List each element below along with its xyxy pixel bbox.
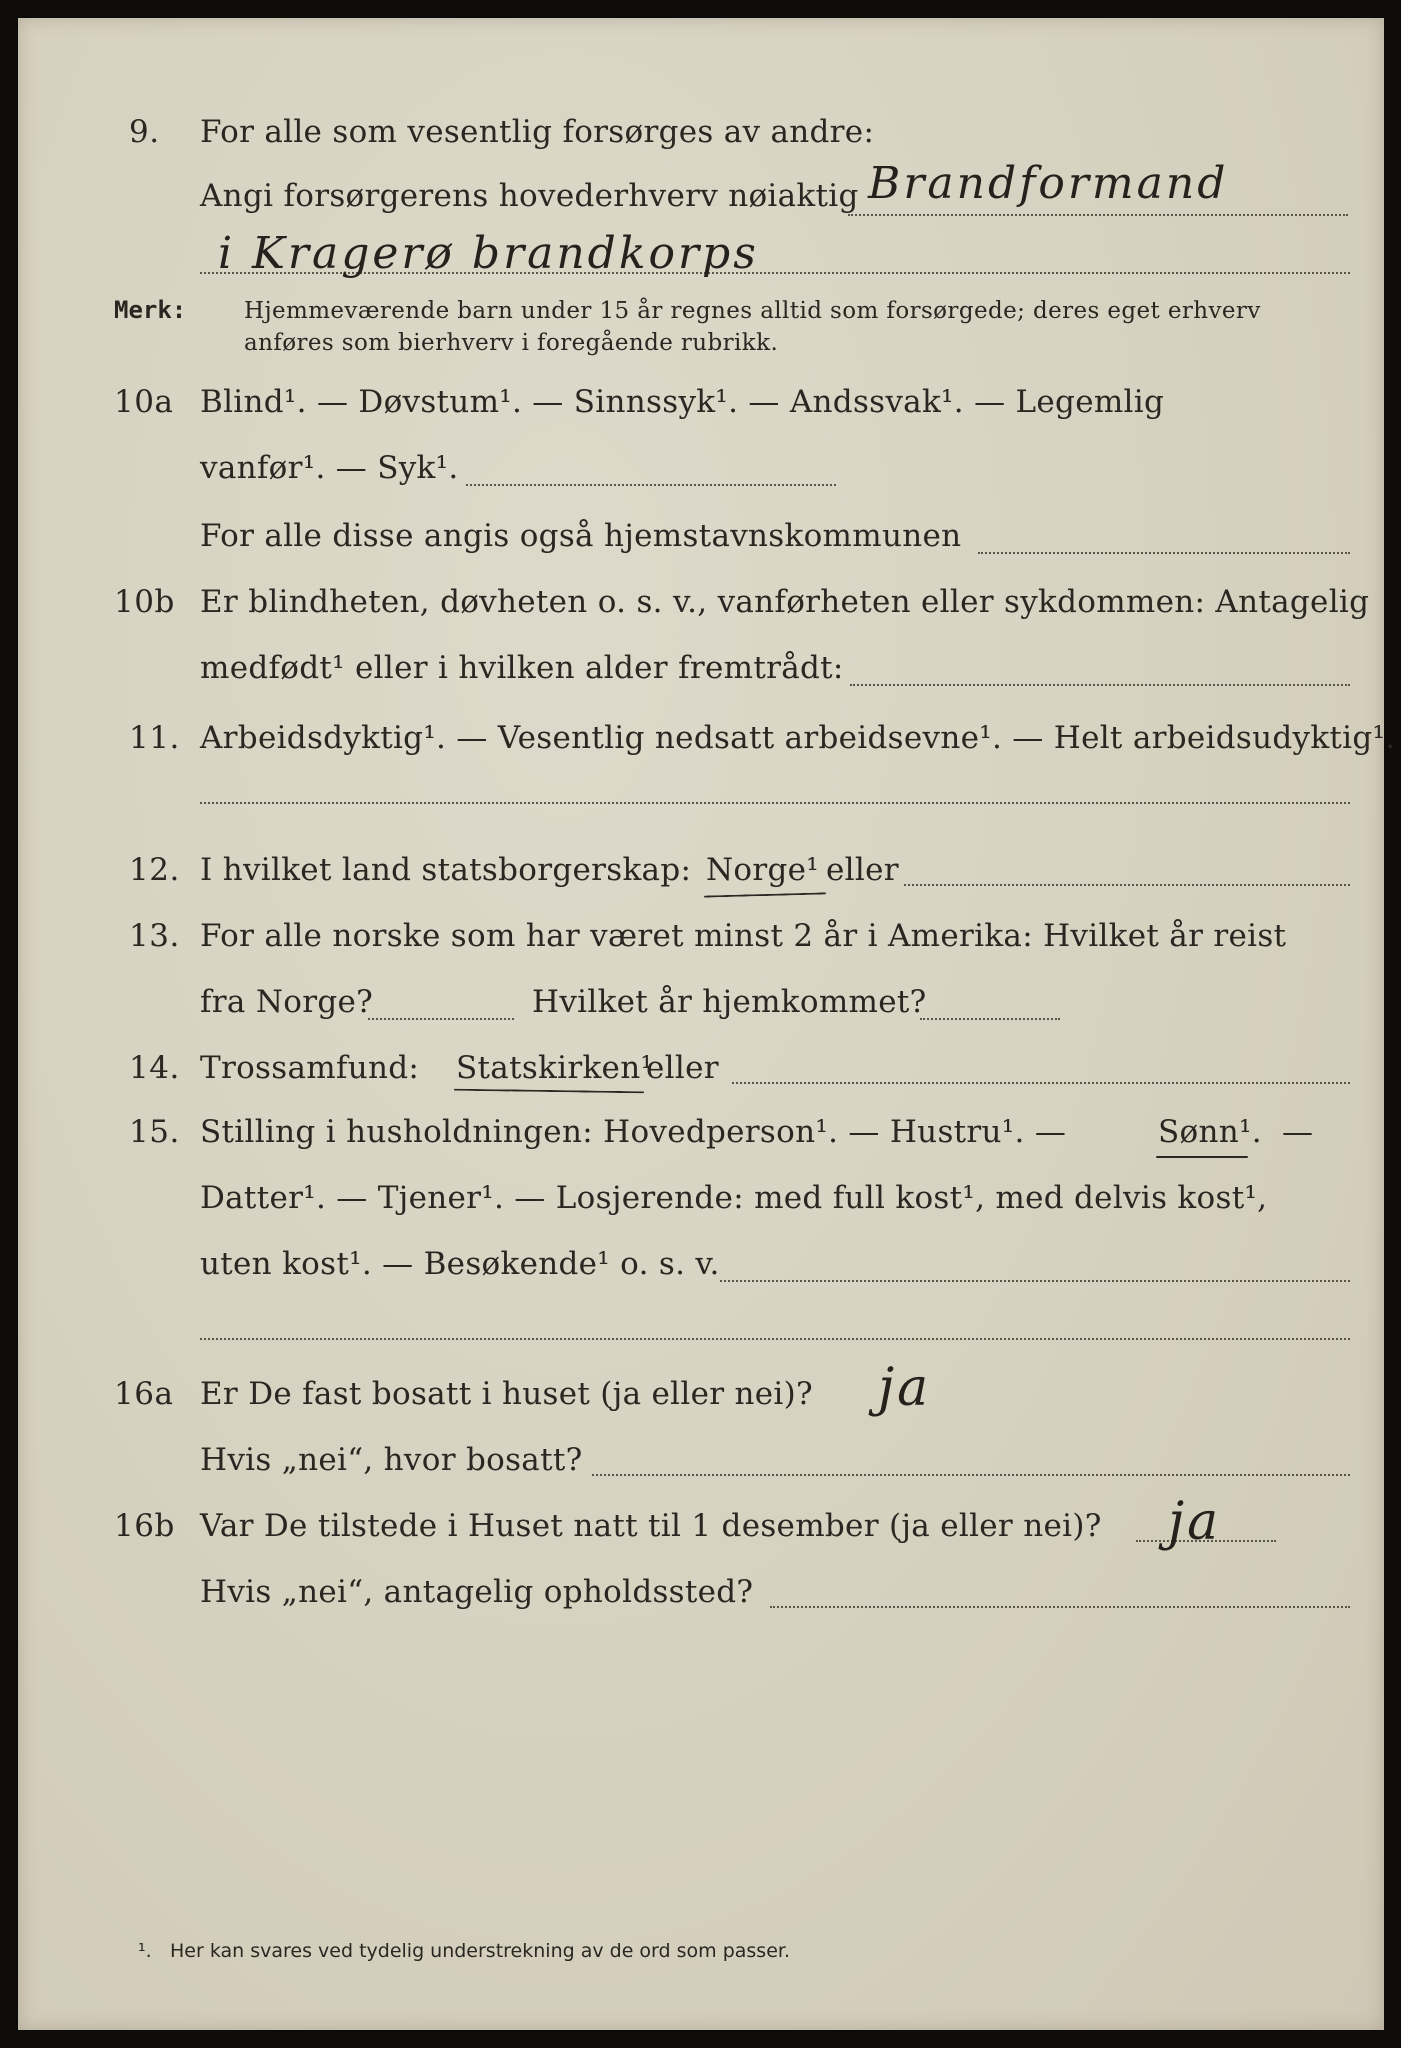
q10a-syk-line (466, 484, 836, 486)
q9-handwritten-answer1: Brandformand (868, 158, 1229, 209)
q15-line1a: Stilling i husholdningen: Hovedperson¹. — Hustru¹. — (200, 1114, 1067, 1150)
q14-option-statskirken: Statskirken¹ (456, 1050, 654, 1086)
q13-hjemkommet-line (920, 1018, 1060, 1020)
q13-line2a: fra Norge? (200, 984, 374, 1020)
q14-answer-line (732, 1082, 1350, 1084)
q15-number: 15. (129, 1114, 180, 1150)
q11-line1: Arbeidsdyktig¹. — Vesentlig nedsatt arbeidsevne¹. — Helt arbeidsudyktig¹. (200, 720, 1396, 756)
q10a-line3: For alle disse angis også hjemstavnskommunen (200, 518, 962, 554)
q13-line2b: Hvilket år hjemkommet? (532, 984, 927, 1020)
q10b-number: 10b (114, 584, 175, 620)
q12-answer-line (904, 884, 1350, 886)
q10b-line2: medfødt¹ eller i hvilken alder fremtrådt: (200, 650, 844, 686)
q15-line3: uten kost¹. — Besøkende¹ o. s. v. (200, 1246, 720, 1282)
q9-handwritten-answer2: i Kragerø brandkorps (218, 228, 759, 279)
q15-answer-line2 (200, 1338, 1350, 1340)
q10a-line1: Blind¹. — Døvstum¹. — Sinnssyk¹. — Andssvak¹. — Legemlig (200, 384, 1165, 420)
q10a-line2: vanfør¹. — Syk¹. (200, 450, 459, 486)
q9-line1: For alle som vesentlig forsørges av andre: (200, 114, 875, 150)
footnote-mark: ¹. (138, 1940, 152, 1962)
q9-answer-line1 (848, 214, 1348, 216)
q13-line1: For alle norske som har været minst 2 år i Amerika: Hvilket år reist (200, 918, 1287, 954)
q16b-number: 16b (114, 1508, 175, 1544)
q16a-handwritten-answer: ja (878, 1358, 932, 1418)
q10a-hjemstavn-line (978, 552, 1350, 554)
q11-number: 11. (129, 720, 180, 756)
q16a-bosatt-line (592, 1474, 1350, 1476)
q10b-line1: Er blindheten, døvheten o. s. v., vanførheten eller sykdommen: Antagelig (200, 584, 1370, 620)
q16a-line2: Hvis „nei“, hvor bosatt? (200, 1442, 583, 1478)
merk-label: Merk: (114, 296, 187, 324)
merk-line2: anføres som bierhverv i foregående rubrikk. (244, 330, 779, 356)
q10b-alder-line (850, 684, 1350, 686)
merk-line1: Hjemmeværende barn under 15 år regnes alltid som forsørgede; deres eget erhverv (244, 298, 1261, 324)
q14-statskirken-underline (454, 1089, 644, 1094)
q14-number: 14. (129, 1050, 180, 1086)
q16b-handwritten-answer: ja (1168, 1492, 1222, 1552)
q16a-number: 16a (114, 1376, 174, 1412)
footnote-text: Her kan svares ved tydelig understrekning av de ord som passer. (170, 1940, 790, 1962)
q15-option-sonn: Sønn¹. (1158, 1114, 1262, 1150)
q16b-line1: Var De tilstede i Huset natt til 1 desember (ja eller nei)? (200, 1508, 1102, 1544)
q9-number: 9. (129, 114, 160, 150)
q15-sonn-underline (1156, 1156, 1248, 1158)
q12-number: 12. (129, 852, 180, 888)
q15-line1c: — (1282, 1114, 1314, 1150)
q15-line2: Datter¹. — Tjener¹. — Losjerende: med full kost¹, med delvis kost¹, (200, 1180, 1268, 1216)
q16b-line2: Hvis „nei“, antagelig opholdssted? (200, 1574, 754, 1610)
q16b-opholdssted-line (770, 1606, 1350, 1608)
q14-prefix: Trossamfund: (200, 1050, 420, 1086)
q12-option-norge: Norge¹ (706, 852, 820, 888)
q16a-line1: Er De fast bosatt i huset (ja eller nei)? (200, 1376, 813, 1412)
census-form-page (18, 18, 1396, 2030)
q13-number: 13. (129, 918, 180, 954)
q11-answer-line (200, 802, 1350, 804)
q14-suffix: eller (646, 1050, 719, 1086)
q12-norge-underline (704, 892, 826, 897)
q15-answer-line1 (720, 1280, 1350, 1282)
q10a-number: 10a (114, 384, 174, 420)
q12-suffix: eller (826, 852, 899, 888)
q9-line2: Angi forsørgerens hovederhverv nøiaktig (200, 178, 859, 214)
q13-reist-line (368, 1018, 514, 1020)
q12-prefix: I hvilket land statsborgerskap: (200, 852, 692, 888)
